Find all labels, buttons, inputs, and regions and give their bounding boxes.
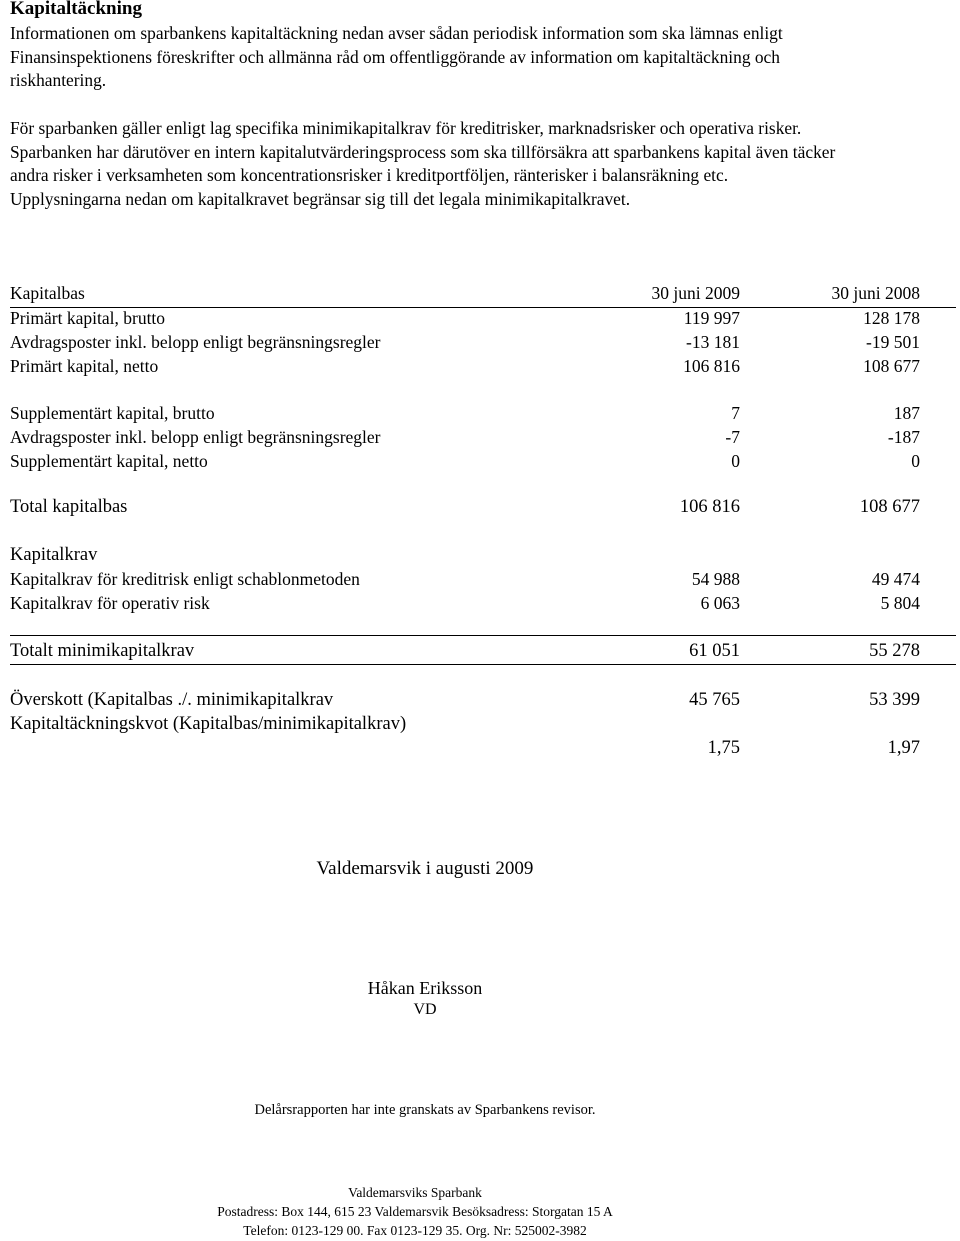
section-title: Kapitaltäckning xyxy=(10,0,142,19)
row-label: Kapitaltäckningskvot (Kapitalbas/minimikapitalkrav) xyxy=(10,714,407,734)
row-value-2008: 128 178 xyxy=(863,308,920,328)
row-label: Avdragsposter inkl. belopp enligt begränsningsregler xyxy=(10,332,381,352)
surplus-row xyxy=(10,690,920,714)
row-value-2009: 1,75 xyxy=(707,738,740,758)
header-label: Kapitalbas xyxy=(10,283,85,303)
row-label: Kapitalkrav för operativ risk xyxy=(10,593,210,613)
row-value-2009: -13 181 xyxy=(686,332,740,352)
row-value-2009: 7 xyxy=(731,403,740,423)
row-label: Totalt minimikapitalkrav xyxy=(10,641,195,661)
total-capital-row xyxy=(10,497,920,521)
row-label: Kapitalkrav för kreditrisk enligt schablonmetoden xyxy=(10,569,360,589)
row-label: Primärt kapital, brutto xyxy=(10,308,166,328)
signer-title: VD xyxy=(413,1001,437,1018)
row-value-2008: 187 xyxy=(893,403,920,423)
total-underline xyxy=(10,664,956,665)
review-note: Delårsrapporten har inte granskats av Sparbankens revisor. xyxy=(254,1102,596,1118)
row-value-2008: 53 399 xyxy=(869,690,920,710)
table-row xyxy=(10,593,920,617)
row-value-2009: 45 765 xyxy=(689,690,740,710)
footer-bank-name: Valdemarsviks Sparbank xyxy=(348,1185,482,1200)
table-row xyxy=(10,403,920,427)
table-header xyxy=(10,283,920,307)
row-value-2008: -19 501 xyxy=(866,332,920,352)
capital-requirement-heading xyxy=(10,545,920,569)
place-date: Valdemarsvik i augusti 2009 xyxy=(316,858,534,879)
row-value-2009: -7 xyxy=(725,427,740,447)
row-value-2008: 1,97 xyxy=(887,738,920,758)
footer-contact: Telefon: 0123-129 00. Fax 0123-129 35. Org. Nr: 525002-3982 xyxy=(243,1223,587,1238)
row-value-2008: -187 xyxy=(887,427,920,447)
signer-name: Håkan Eriksson xyxy=(367,978,483,998)
intro-paragraph: Informationen om sparbankens kapitaltäckning nedan avser sådan periodisk information som ska lämnas enligt Finansinspektionens föreskrifter och allmänna råd om offentliggörande av information om kapitaltäckning och riskhantering. xyxy=(10,23,783,90)
row-label: Supplementärt kapital, netto xyxy=(10,451,208,471)
row-label: Överskott (Kapitalbas ./. minimikapitalkrav xyxy=(10,690,334,710)
row-value-2008: 55 278 xyxy=(869,641,920,661)
table-row xyxy=(10,451,920,475)
row-label: Supplementärt kapital, brutto xyxy=(10,403,215,423)
row-value-2009: 119 997 xyxy=(683,308,740,328)
capital-ratio-values-row xyxy=(10,738,920,762)
table-row xyxy=(10,332,920,356)
total-rule xyxy=(10,635,956,636)
row-value-2008: 108 677 xyxy=(863,356,920,376)
table-row xyxy=(10,308,920,332)
capital-requirements-paragraph: För sparbanken gäller enligt lag specifika minimikapitalkrav för kreditrisker, marknadsrisker och operativa risker. Sparbanken har därutöver en intern kapitalutvärderingsprocess som ska tillförsäkra att sparbankens kapital även täcker andra risker i verksamheten som koncentrationsrisker i kreditportföljen, ränterisker i balansräkning etc. Upplysningarna nedan om kapitalkravet begränsar sig till det legala minimikapitalkravet. xyxy=(10,118,836,209)
table-row xyxy=(10,356,920,380)
footer-address: Postadress: Box 144, 615 23 Valdemarsvik Besöksadress: Storgatan 15 A xyxy=(217,1204,613,1219)
row-label: Kapitalkrav xyxy=(10,545,98,565)
row-value-2009: 0 xyxy=(731,451,740,471)
row-value-2009: 61 051 xyxy=(689,641,740,661)
capital-ratio-label-row xyxy=(10,714,920,738)
row-label: Avdragsposter inkl. belopp enligt begränsningsregler xyxy=(10,427,381,447)
row-value-2008: 0 xyxy=(911,451,920,471)
header-col-2008: 30 juni 2008 xyxy=(831,283,920,303)
row-value-2008: 5 804 xyxy=(880,593,920,613)
header-col-2009: 30 juni 2009 xyxy=(651,283,740,303)
total-requirement-row xyxy=(10,641,920,665)
row-label: Total kapitalbas xyxy=(10,497,128,517)
row-value-2009: 106 816 xyxy=(683,356,740,376)
table-row xyxy=(10,427,920,451)
row-value-2008: 49 474 xyxy=(871,569,920,589)
row-value-2009: 6 063 xyxy=(700,593,740,613)
row-label: Primärt kapital, netto xyxy=(10,356,159,376)
row-value-2009: 54 988 xyxy=(691,569,740,589)
row-value-2009: 106 816 xyxy=(679,497,740,517)
row-value-2008: 108 677 xyxy=(859,497,920,517)
table-row xyxy=(10,569,920,593)
